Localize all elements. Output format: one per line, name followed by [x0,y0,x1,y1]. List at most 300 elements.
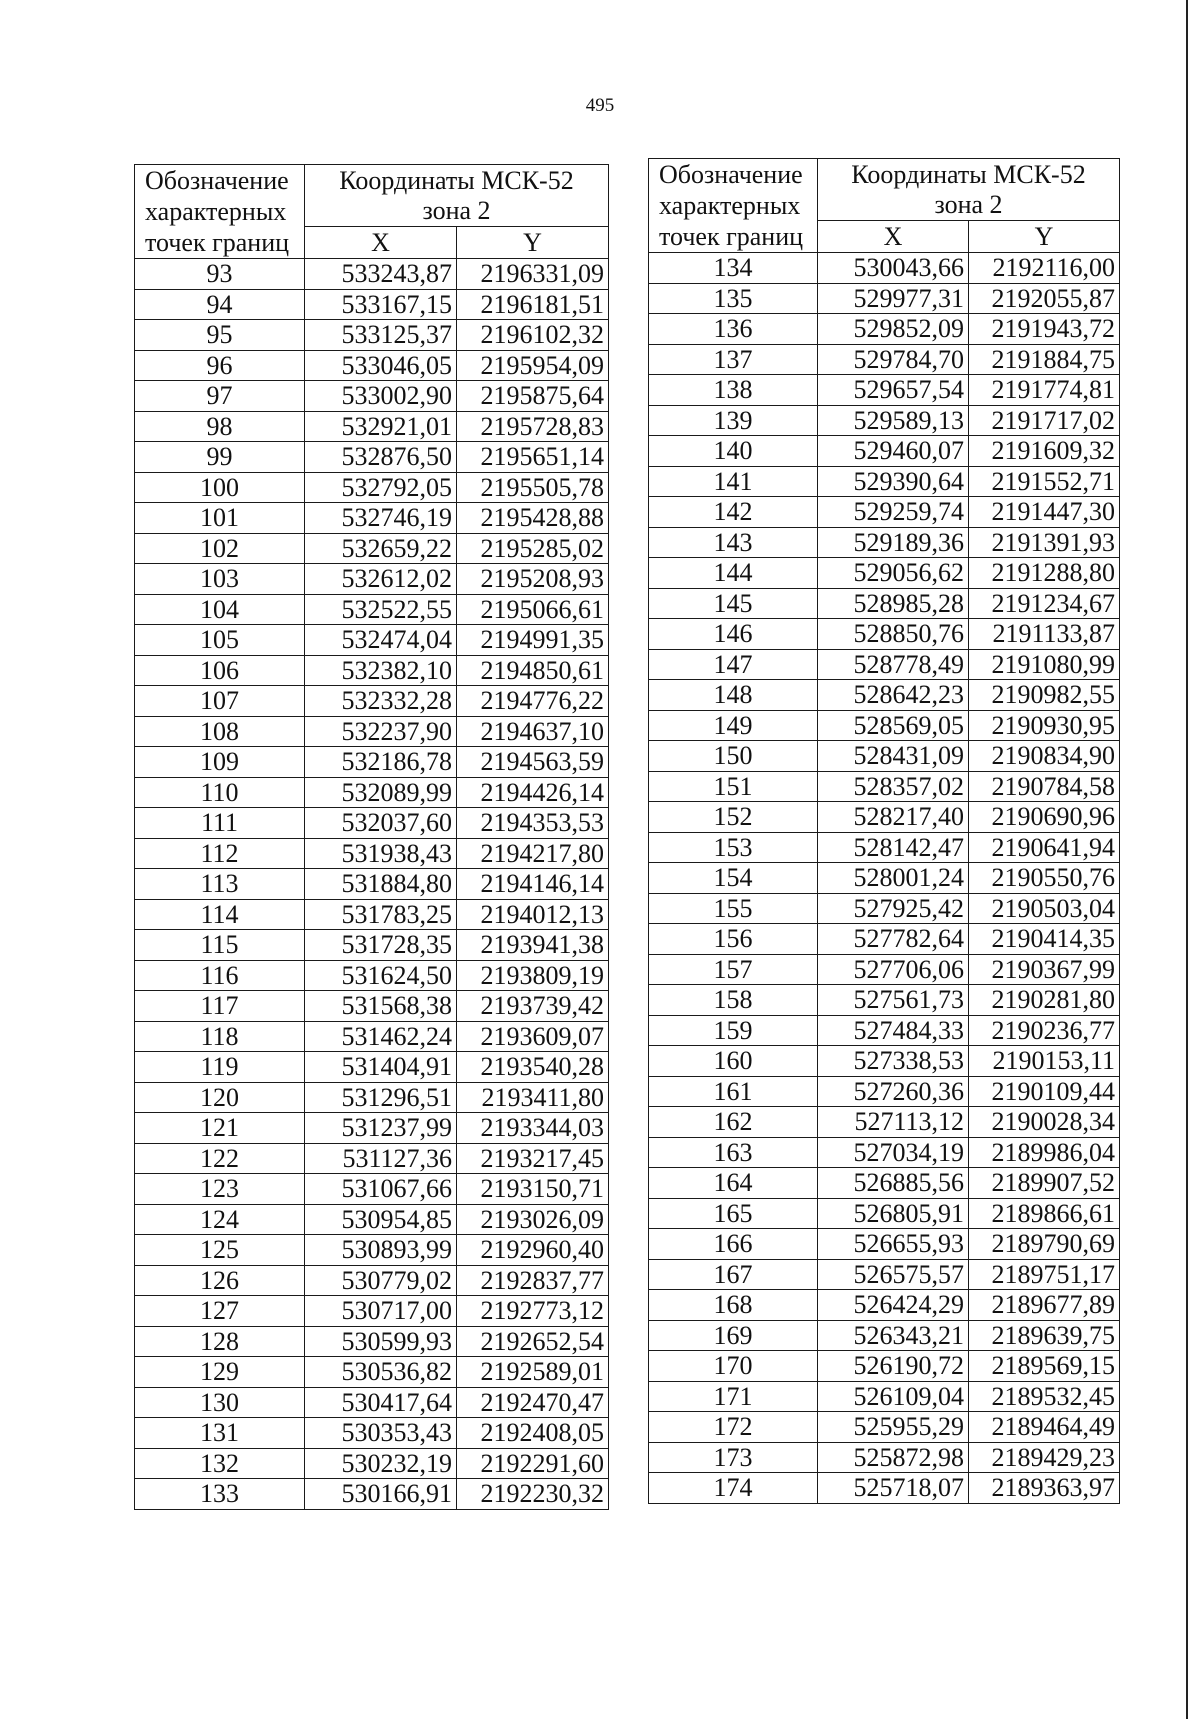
table-row [135,411,609,442]
table-row [649,985,1120,1016]
x-coordinate-cell: 531404,91 [305,1052,457,1083]
x-coordinate-cell: 527925,42 [818,893,969,924]
table-row [135,350,609,381]
x-coordinate-cell: 532876,50 [305,442,457,473]
table-row [649,832,1120,863]
point-number-cell: 160 [649,1046,818,1077]
y-column-header: Y [969,221,1120,253]
point-number-cell: 167 [649,1259,818,1290]
table-row [649,924,1120,955]
table-row [135,1326,609,1357]
x-coordinate-cell: 530599,93 [305,1326,457,1357]
point-number-cell: 174 [649,1473,818,1504]
point-number-cell: 109 [135,747,305,778]
table-row [135,320,609,351]
table-row [649,1229,1120,1260]
y-coordinate-cell: 2191133,87 [969,619,1120,650]
point-number-cell: 153 [649,832,818,863]
x-coordinate-cell: 529056,62 [818,558,969,589]
point-number-cell: 98 [135,411,305,442]
x-coordinate-cell: 532792,05 [305,472,457,503]
point-number-cell: 120 [135,1082,305,1113]
table-row [649,466,1120,497]
y-coordinate-cell: 2190784,58 [969,771,1120,802]
y-coordinate-cell: 2191288,80 [969,558,1120,589]
x-coordinate-cell: 530353,43 [305,1418,457,1449]
coordinates-table-left [134,164,609,1510]
point-number-cell: 101 [135,503,305,534]
point-number-cell: 150 [649,741,818,772]
table-row [135,930,609,961]
point-number-cell: 110 [135,777,305,808]
point-number-cell: 171 [649,1381,818,1412]
y-coordinate-cell: 2192055,87 [969,283,1120,314]
coordinates-header [818,159,1120,221]
point-number-cell: 124 [135,1204,305,1235]
point-number-cell: 114 [135,899,305,930]
x-coordinate-cell: 526424,29 [818,1290,969,1321]
point-number-cell: 170 [649,1351,818,1382]
point-number-cell: 159 [649,1015,818,1046]
table-row [135,1479,609,1510]
table-row [649,1198,1120,1229]
table-row [649,1320,1120,1351]
table-row [135,1265,609,1296]
coordinates-header-text: Координаты МСК-52 зона 2 [851,159,1086,219]
y-coordinate-cell: 2190153,11 [969,1046,1120,1077]
table-row [649,436,1120,467]
y-coordinate-cell: 2193411,80 [457,1082,609,1113]
y-coordinate-cell: 2195208,93 [457,564,609,595]
point-number-cell: 111 [135,808,305,839]
table-row [649,1290,1120,1321]
point-number-cell: 155 [649,893,818,924]
y-coordinate-cell: 2194637,10 [457,716,609,747]
y-coordinate-cell: 2192291,60 [457,1448,609,1479]
x-coordinate-cell: 528985,28 [818,588,969,619]
y-coordinate-cell: 2190930,95 [969,710,1120,741]
point-number-cell: 121 [135,1113,305,1144]
point-number-cell: 134 [649,253,818,284]
table-row [649,893,1120,924]
y-coordinate-cell: 2196102,32 [457,320,609,351]
x-coordinate-cell: 529589,13 [818,405,969,436]
table-row [135,838,609,869]
x-coordinate-cell: 532186,78 [305,747,457,778]
point-number-cell: 130 [135,1387,305,1418]
y-coordinate-cell: 2191717,02 [969,405,1120,436]
y-coordinate-cell: 2191943,72 [969,314,1120,345]
y-coordinate-cell: 2192773,12 [457,1296,609,1327]
y-coordinate-cell: 2190028,34 [969,1107,1120,1138]
y-coordinate-cell: 2193150,71 [457,1174,609,1205]
y-coordinate-cell: 2189363,97 [969,1473,1120,1504]
table-row [135,259,609,290]
y-coordinate-cell: 2191391,93 [969,527,1120,558]
x-coordinate-cell: 526575,57 [818,1259,969,1290]
y-coordinate-cell: 2195954,09 [457,350,609,381]
x-coordinate-cell: 531624,50 [305,960,457,991]
y-coordinate-cell: 2194776,22 [457,686,609,717]
point-number-cell: 127 [135,1296,305,1327]
point-number-cell: 143 [649,527,818,558]
y-coordinate-cell: 2193809,19 [457,960,609,991]
y-coordinate-cell: 2191552,71 [969,466,1120,497]
table-row [649,1442,1120,1473]
y-coordinate-cell: 2196181,51 [457,289,609,320]
x-coordinate-cell: 532746,19 [305,503,457,534]
x-coordinate-cell: 529977,31 [818,283,969,314]
point-number-cell: 122 [135,1143,305,1174]
x-coordinate-cell: 527782,64 [818,924,969,955]
x-coordinate-cell: 526109,04 [818,1381,969,1412]
point-number-cell: 115 [135,930,305,961]
table-row [135,1296,609,1327]
point-number-cell: 172 [649,1412,818,1443]
point-number-cell: 154 [649,863,818,894]
table-row [135,533,609,564]
table-row [649,1259,1120,1290]
table-row [649,375,1120,406]
table-body [135,259,609,1510]
y-coordinate-cell: 2194850,61 [457,655,609,686]
point-number-cell: 161 [649,1076,818,1107]
point-number-cell: 163 [649,1137,818,1168]
x-coordinate-cell: 526885,56 [818,1168,969,1199]
y-coordinate-cell: 2194146,14 [457,869,609,900]
point-number-cell: 140 [649,436,818,467]
x-coordinate-cell: 525872,98 [818,1442,969,1473]
point-number-cell: 97 [135,381,305,412]
x-coordinate-cell: 528642,23 [818,680,969,711]
point-number-cell: 108 [135,716,305,747]
table-row [649,558,1120,589]
y-coordinate-cell: 2192408,05 [457,1418,609,1449]
x-coordinate-cell: 530779,02 [305,1265,457,1296]
table-row [649,1015,1120,1046]
table-row [649,1076,1120,1107]
x-coordinate-cell: 531728,35 [305,930,457,961]
y-coordinate-cell: 2194012,13 [457,899,609,930]
point-number-cell: 107 [135,686,305,717]
point-number-cell: 102 [135,533,305,564]
x-coordinate-cell: 530043,66 [818,253,969,284]
table-row [135,1448,609,1479]
y-coordinate-cell: 2192652,54 [457,1326,609,1357]
table-row [649,1351,1120,1382]
x-coordinate-cell: 530417,64 [305,1387,457,1418]
y-coordinate-cell: 2191080,99 [969,649,1120,680]
point-number-cell: 116 [135,960,305,991]
point-number-cell: 135 [649,283,818,314]
x-coordinate-cell: 532522,55 [305,594,457,625]
point-number-cell: 99 [135,442,305,473]
x-coordinate-cell: 530954,85 [305,1204,457,1235]
x-coordinate-cell: 530166,91 [305,1479,457,1510]
x-coordinate-cell: 532612,02 [305,564,457,595]
x-coordinate-cell: 528850,76 [818,619,969,650]
x-coordinate-cell: 531568,38 [305,991,457,1022]
table-row [649,1137,1120,1168]
y-coordinate-cell: 2190367,99 [969,954,1120,985]
table-row [649,314,1120,345]
table-row [649,863,1120,894]
x-coordinate-cell: 526343,21 [818,1320,969,1351]
y-coordinate-cell: 2189429,23 [969,1442,1120,1473]
table-row [135,1052,609,1083]
y-coordinate-cell: 2189907,52 [969,1168,1120,1199]
x-coordinate-cell: 527034,19 [818,1137,969,1168]
y-coordinate-cell: 2193739,42 [457,991,609,1022]
table-row [135,1113,609,1144]
designation-header-text: Обозначение характерных точек границ [659,160,804,251]
point-number-cell: 106 [135,655,305,686]
table-row [649,1412,1120,1443]
table-row [135,777,609,808]
y-coordinate-cell: 2196331,09 [457,259,609,290]
x-coordinate-cell: 532659,22 [305,533,457,564]
table-row [649,649,1120,680]
x-coordinate-cell: 525718,07 [818,1473,969,1504]
table-row [649,1107,1120,1138]
x-coordinate-cell: 531067,66 [305,1174,457,1205]
y-coordinate-cell: 2189569,15 [969,1351,1120,1382]
point-number-cell: 165 [649,1198,818,1229]
point-number-cell: 105 [135,625,305,656]
y-coordinate-cell: 2194563,59 [457,747,609,778]
table-row [135,594,609,625]
y-coordinate-cell: 2193609,07 [457,1021,609,1052]
table-row [649,802,1120,833]
point-number-cell: 173 [649,1442,818,1473]
table-row [649,1168,1120,1199]
x-coordinate-cell: 533167,15 [305,289,457,320]
point-number-cell: 136 [649,314,818,345]
y-coordinate-cell: 2190982,55 [969,680,1120,711]
x-coordinate-cell: 528217,40 [818,802,969,833]
point-number-cell: 117 [135,991,305,1022]
point-number-cell: 139 [649,405,818,436]
y-coordinate-cell: 2194991,35 [457,625,609,656]
y-coordinate-cell: 2190236,77 [969,1015,1120,1046]
table-row [649,1046,1120,1077]
x-coordinate-cell: 531127,36 [305,1143,457,1174]
table-row [135,1357,609,1388]
point-number-cell: 137 [649,344,818,375]
table-row [135,991,609,1022]
y-coordinate-cell: 2189464,49 [969,1412,1120,1443]
table-row [135,625,609,656]
point-number-cell: 103 [135,564,305,595]
point-number-cell: 142 [649,497,818,528]
table-row [649,344,1120,375]
x-coordinate-cell: 529390,64 [818,466,969,497]
y-coordinate-cell: 2193344,03 [457,1113,609,1144]
table-row [135,869,609,900]
x-coordinate-cell: 532382,10 [305,655,457,686]
point-number-cell: 158 [649,985,818,1016]
x-coordinate-cell: 527113,12 [818,1107,969,1138]
designation-header [649,159,818,253]
table-row [135,503,609,534]
x-coordinate-cell: 528569,05 [818,710,969,741]
table-row [649,619,1120,650]
table-row [135,686,609,717]
y-coordinate-cell: 2191774,81 [969,375,1120,406]
x-coordinate-cell: 532332,28 [305,686,457,717]
x-coordinate-cell: 528778,49 [818,649,969,680]
table-row [649,527,1120,558]
x-coordinate-cell: 529460,07 [818,436,969,467]
y-coordinate-cell: 2190641,94 [969,832,1120,863]
point-number-cell: 145 [649,588,818,619]
point-number-cell: 141 [649,466,818,497]
table-row [649,405,1120,436]
table-row [135,1082,609,1113]
x-coordinate-cell: 526190,72 [818,1351,969,1382]
table-row [649,1473,1120,1504]
y-coordinate-cell: 2195651,14 [457,442,609,473]
x-coordinate-cell: 529784,70 [818,344,969,375]
x-coordinate-cell: 532474,04 [305,625,457,656]
table-row [649,588,1120,619]
y-coordinate-cell: 2189986,04 [969,1137,1120,1168]
point-number-cell: 100 [135,472,305,503]
x-coordinate-cell: 526655,93 [818,1229,969,1260]
table-row [135,1387,609,1418]
table-row [135,899,609,930]
point-number-cell: 157 [649,954,818,985]
point-number-cell: 104 [135,594,305,625]
x-coordinate-cell: 533125,37 [305,320,457,351]
y-coordinate-cell: 2190690,96 [969,802,1120,833]
point-number-cell: 162 [649,1107,818,1138]
point-number-cell: 125 [135,1235,305,1266]
table-row [649,680,1120,711]
point-number-cell: 126 [135,1265,305,1296]
x-coordinate-cell: 527484,33 [818,1015,969,1046]
x-coordinate-cell: 527561,73 [818,985,969,1016]
y-coordinate-cell: 2190109,44 [969,1076,1120,1107]
x-coordinate-cell: 533002,90 [305,381,457,412]
table-row [135,808,609,839]
table-row [135,472,609,503]
y-coordinate-cell: 2192589,01 [457,1357,609,1388]
table-row [135,655,609,686]
table-body [649,253,1120,1504]
y-coordinate-cell: 2193941,38 [457,930,609,961]
y-coordinate-cell: 2189639,75 [969,1320,1120,1351]
y-coordinate-cell: 2189751,17 [969,1259,1120,1290]
table-row [135,1174,609,1205]
y-coordinate-cell: 2190503,04 [969,893,1120,924]
point-number-cell: 166 [649,1229,818,1260]
y-coordinate-cell: 2193217,45 [457,1143,609,1174]
table-row [649,283,1120,314]
table-row [135,381,609,412]
y-coordinate-cell: 2192116,00 [969,253,1120,284]
y-coordinate-cell: 2192960,40 [457,1235,609,1266]
point-number-cell: 149 [649,710,818,741]
point-number-cell: 133 [135,1479,305,1510]
x-column-header: X [818,221,969,253]
table-row [135,1235,609,1266]
point-number-cell: 96 [135,350,305,381]
y-coordinate-cell: 2194217,80 [457,838,609,869]
x-coordinate-cell: 528357,02 [818,771,969,802]
x-column-header: X [305,227,457,259]
y-coordinate-cell: 2192470,47 [457,1387,609,1418]
x-coordinate-cell: 529852,09 [818,314,969,345]
table-row [649,497,1120,528]
point-number-cell: 112 [135,838,305,869]
y-coordinate-cell: 2190834,90 [969,741,1120,772]
x-coordinate-cell: 530893,99 [305,1235,457,1266]
point-number-cell: 164 [649,1168,818,1199]
x-coordinate-cell: 525955,29 [818,1412,969,1443]
x-coordinate-cell: 529259,74 [818,497,969,528]
point-number-cell: 123 [135,1174,305,1205]
x-coordinate-cell: 527338,53 [818,1046,969,1077]
x-coordinate-cell: 532037,60 [305,808,457,839]
y-coordinate-cell: 2193026,09 [457,1204,609,1235]
point-number-cell: 168 [649,1290,818,1321]
designation-header [135,165,305,259]
x-coordinate-cell: 531783,25 [305,899,457,930]
y-coordinate-cell: 2191234,67 [969,588,1120,619]
y-coordinate-cell: 2195875,64 [457,381,609,412]
y-coordinate-cell: 2193540,28 [457,1052,609,1083]
page-number: 495 [585,95,615,116]
table-row [649,1381,1120,1412]
y-coordinate-cell: 2195066,61 [457,594,609,625]
point-number-cell: 152 [649,802,818,833]
y-coordinate-cell: 2195285,02 [457,533,609,564]
y-coordinate-cell: 2190281,80 [969,985,1120,1016]
table-row [135,289,609,320]
x-coordinate-cell: 526805,91 [818,1198,969,1229]
y-coordinate-cell: 2191884,75 [969,344,1120,375]
point-number-cell: 151 [649,771,818,802]
point-number-cell: 146 [649,619,818,650]
page-edge-line [1186,0,1188,1719]
y-coordinate-cell: 2195728,83 [457,411,609,442]
y-coordinate-cell: 2192837,77 [457,1265,609,1296]
point-number-cell: 147 [649,649,818,680]
table-row [649,771,1120,802]
point-number-cell: 131 [135,1418,305,1449]
table-row [135,1143,609,1174]
x-coordinate-cell: 532921,01 [305,411,457,442]
x-coordinate-cell: 530232,19 [305,1448,457,1479]
y-coordinate-cell: 2191447,30 [969,497,1120,528]
table-row [135,1021,609,1052]
x-coordinate-cell: 528001,24 [818,863,969,894]
table-row [649,741,1120,772]
table-row [135,1418,609,1449]
table-row [649,253,1120,284]
point-number-cell: 119 [135,1052,305,1083]
x-coordinate-cell: 527706,06 [818,954,969,985]
y-coordinate-cell: 2190414,35 [969,924,1120,955]
coordinates-header-text: Координаты МСК-52 зона 2 [339,165,574,225]
y-coordinate-cell: 2194426,14 [457,777,609,808]
point-number-cell: 128 [135,1326,305,1357]
x-coordinate-cell: 533046,05 [305,350,457,381]
point-number-cell: 95 [135,320,305,351]
table-row [649,710,1120,741]
table-row [649,954,1120,985]
